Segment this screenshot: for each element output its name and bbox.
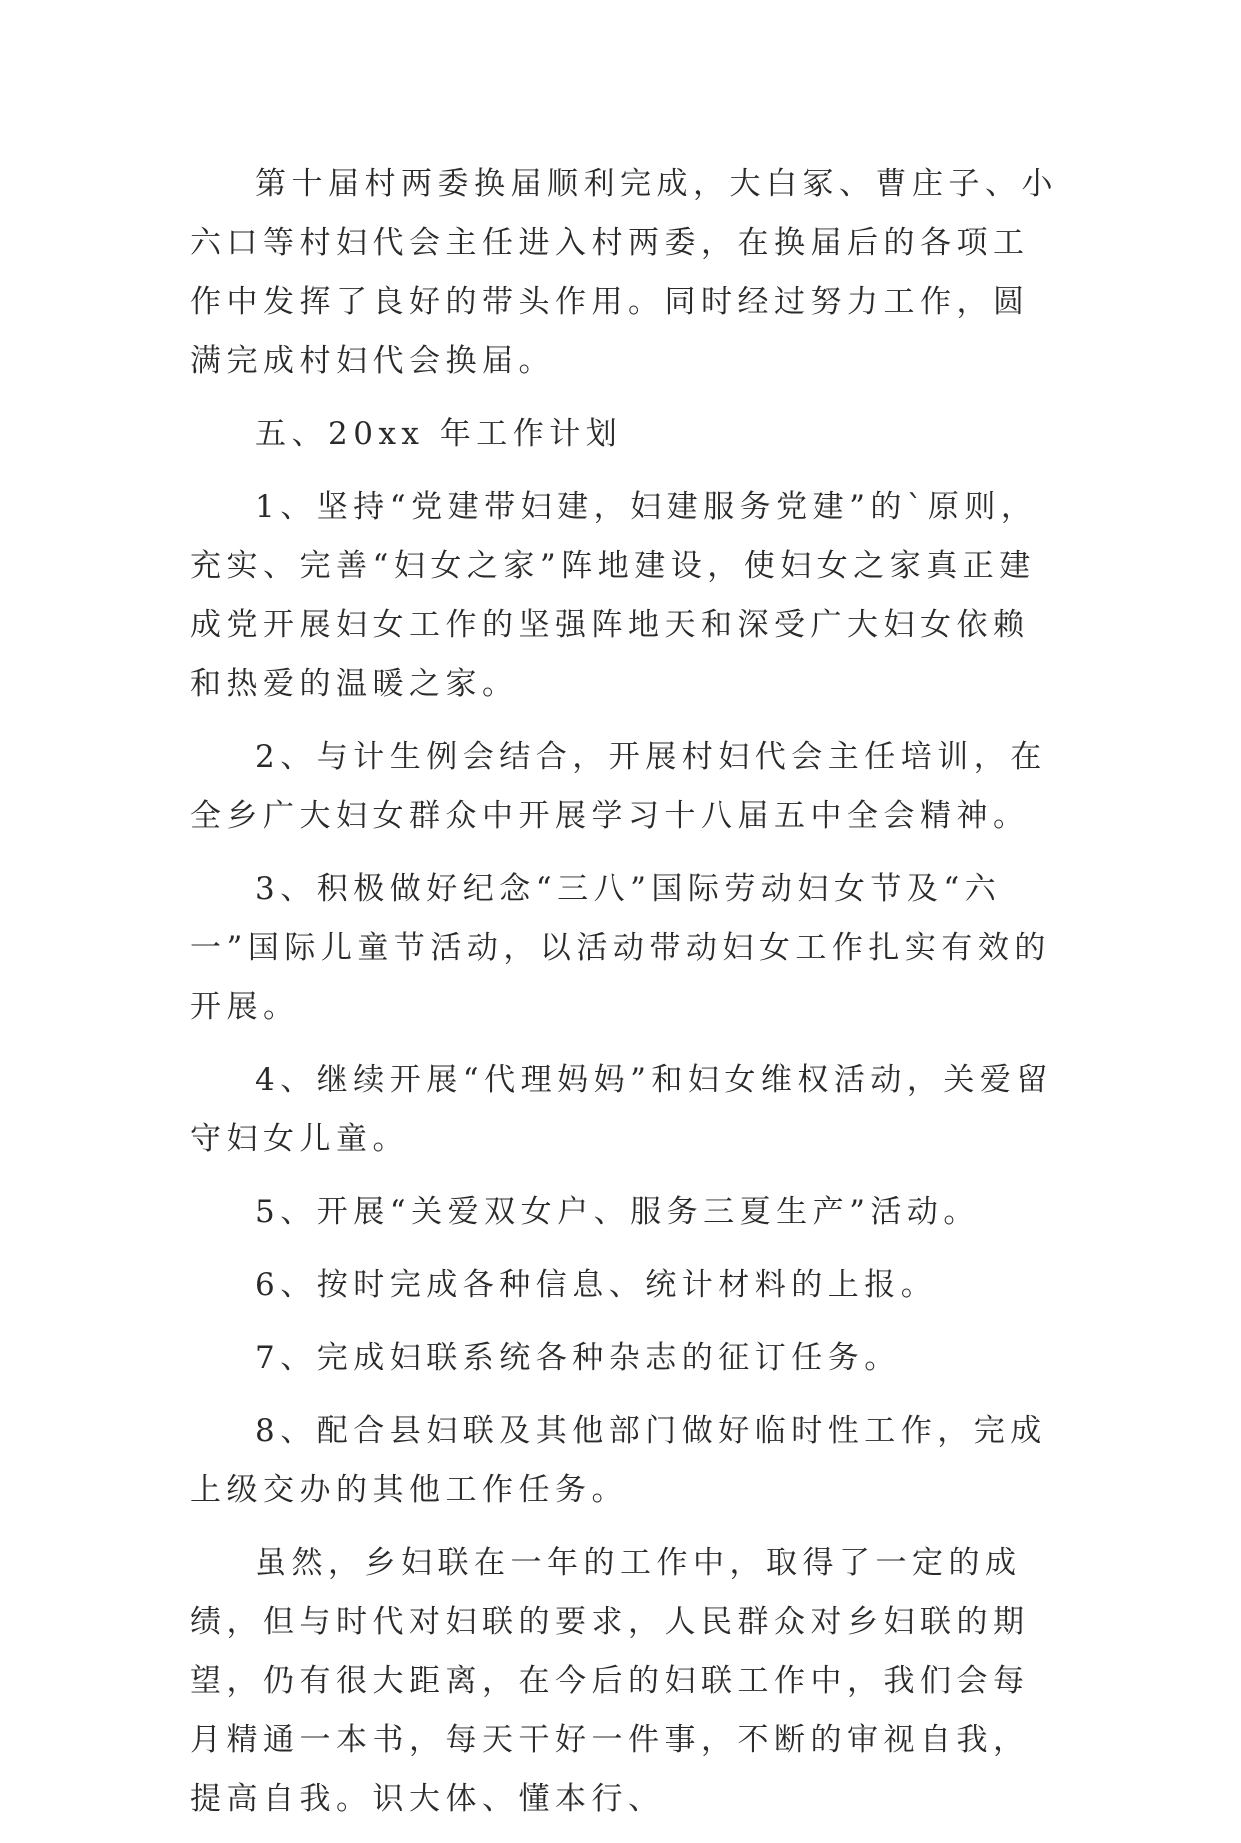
plan-item-7: 7、完成妇联系统各种杂志的征订任务。 <box>255 1340 901 1376</box>
plan-item-6: 6、按时完成各种信息、统计材料的上报。 <box>255 1267 938 1303</box>
plan-item-8: 8、配合县妇联及其他部门做好临时性工作，完成上级交办的其他工作任务。 <box>190 1413 1047 1508</box>
plan-item-2: 2、与计生例会结合，开展村妇代会主任培训，在全乡广大妇女群众中开展学习十八届五中全会精神。 <box>190 739 1047 834</box>
section-heading-work-plan: 五、20xx 年工作计划 <box>255 416 623 452</box>
plan-item-1: 1、坚持“党建带妇建，妇建服务党建”的`原则，充实、完善“妇女之家”阵地建设，使妇女之家真正建成党开展妇女工作的坚强阵地天和深受广大妇女依赖和热爱的温暖之家。 <box>190 489 1038 702</box>
paragraph-conclusion: 虽然，乡妇联在一年的工作中，取得了一定的成绩，但与时代对妇联的要求，人民群众对乡妇联的期望，仍有很大距离，在今后的妇联工作中，我们会每月精通一本书，每天干好一件事，不断的审视自我，提高自我。识大体、懂本行、 <box>190 1545 1030 1817</box>
plan-item-3: 3、积极做好纪念“三八”国际劳动妇女节及“六一”国际儿童节活动，以活动带动妇女工作扎实有效的开展。 <box>190 871 1051 1025</box>
document-page <box>190 155 1060 1843</box>
paragraph-election: 第十届村两委换届顺利完成，大白冢、曹庄子、小六口等村妇代会主任进入村两委，在换届后的各项工作中发挥了良好的带头作用。同时经过努力工作，圆满完成村妇代会换届。 <box>190 166 1058 379</box>
plan-item-4: 4、继续开展“代理妈妈”和妇女维权活动，关爱留守妇女儿童。 <box>190 1062 1053 1157</box>
plan-item-5: 5、开展“关爱双女户、服务三夏生产”活动。 <box>255 1194 980 1230</box>
